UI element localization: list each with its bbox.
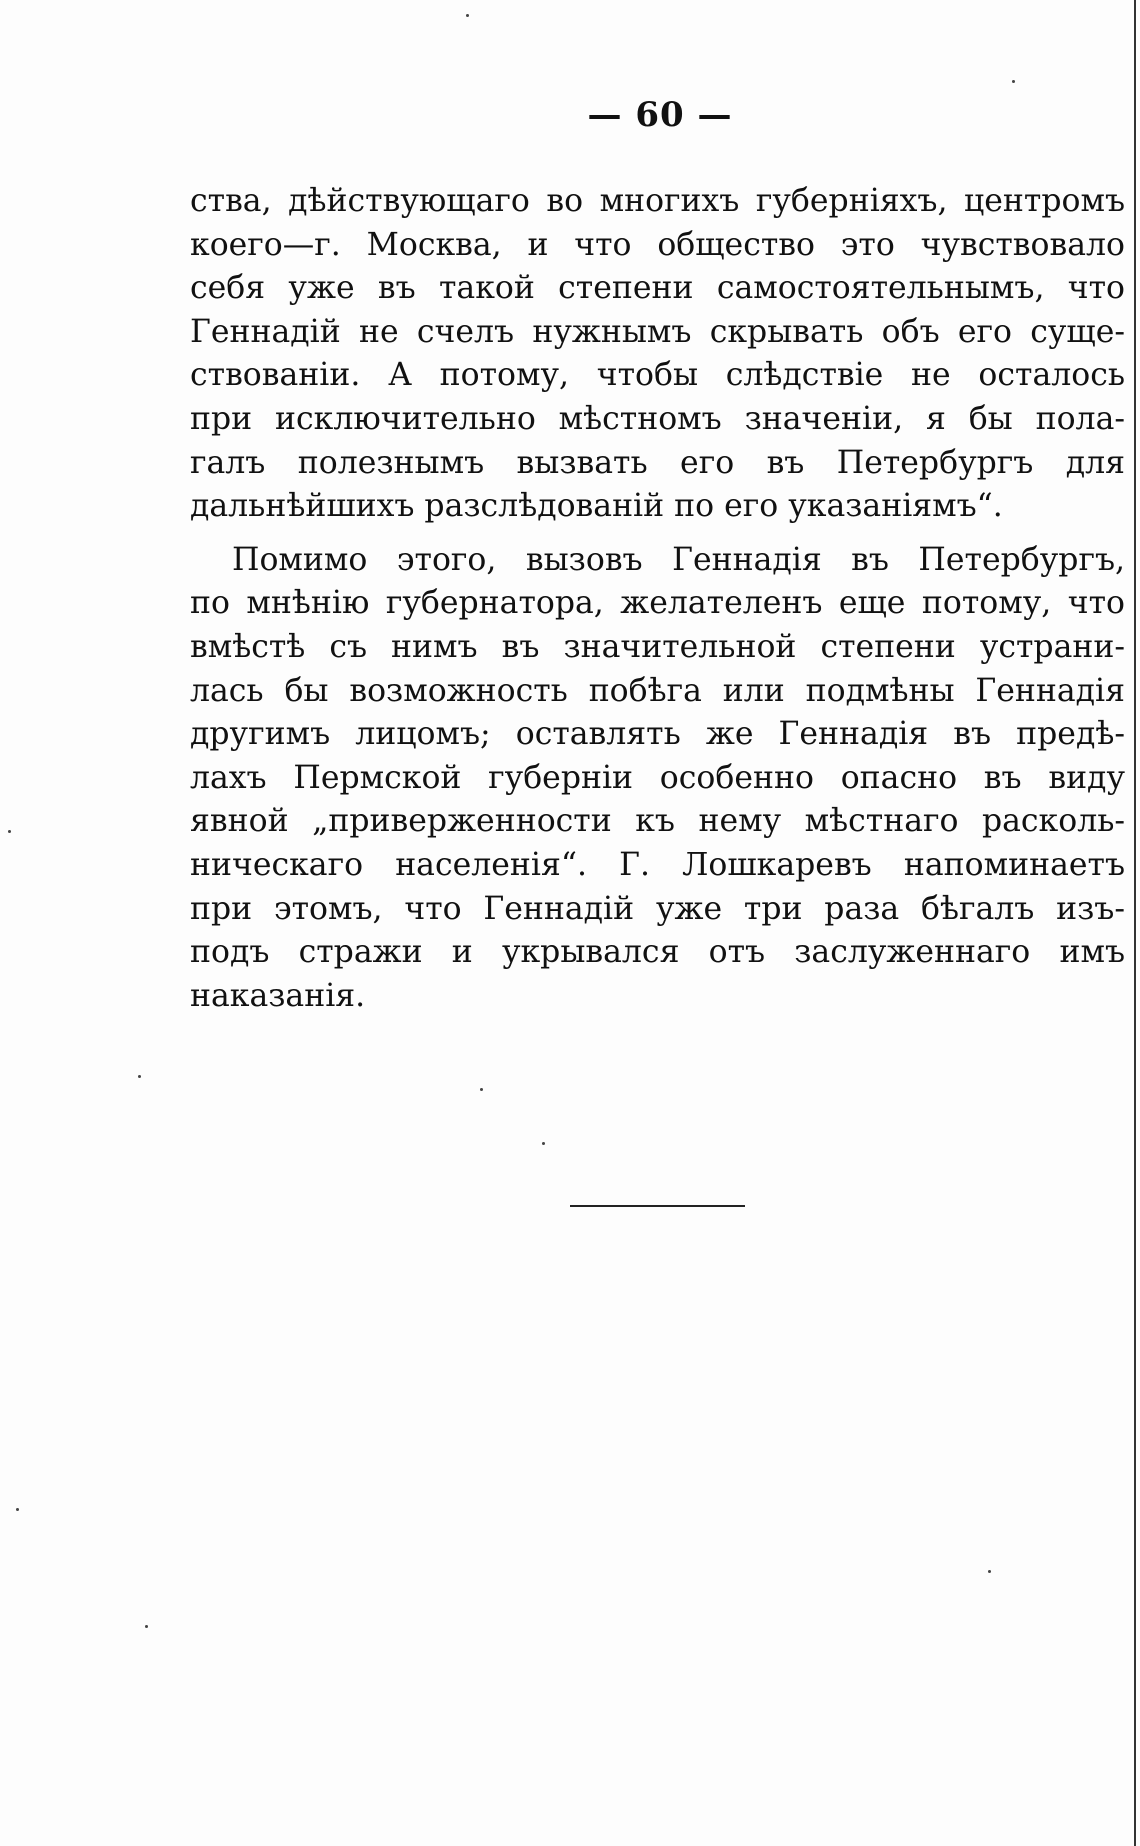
scan-speck xyxy=(138,1075,141,1078)
text-line: ства, дѣйствующаго во многихъ губерніяхъ, центромъ xyxy=(190,183,1125,219)
text-line: при этомъ, что Геннадій уже три раза бѣгалъ изъ- xyxy=(190,890,1125,927)
paragraph xyxy=(190,539,1125,1019)
scan-speck xyxy=(988,1570,991,1573)
scan-speck xyxy=(466,14,469,17)
text-line: лахъ Пермской губерніи особенно опасно въ виду xyxy=(190,759,1125,796)
text-line: подъ стражи и укрывался отъ заслуженнаго имъ xyxy=(190,934,1125,971)
text-line: вмѣстѣ съ нимъ въ значительной степени устрани- xyxy=(190,628,1125,665)
scan-speck xyxy=(480,1088,483,1091)
page-edge-line xyxy=(1134,0,1136,1846)
text-line: при исключительно мѣстномъ значеніи, я бы пола- xyxy=(190,400,1125,437)
page-number: — 60 — xyxy=(587,95,733,135)
paragraph xyxy=(190,180,1125,529)
text-line: лась бы возможность побѣга или подмѣны Геннадія xyxy=(190,672,1125,709)
scan-speck xyxy=(8,830,11,833)
paragraph-gap xyxy=(190,529,1125,539)
text-line: дальнѣйшихъ разслѣдованій по его указаніямъ“. xyxy=(190,488,1003,525)
text-line: ническаго населенія“. Г. Лошкаревъ напоминаетъ xyxy=(190,846,1125,883)
scan-speck xyxy=(1012,80,1015,83)
text-line: коего—г. Москва, и что общество это чувствовало xyxy=(190,226,1125,263)
text-line: по мнѣнію губернатора, желателенъ еще потому, что xyxy=(190,585,1125,622)
text-line: галъ полезнымъ вызвать его въ Петербургъ для xyxy=(190,444,1125,481)
scan-speck xyxy=(542,1142,545,1145)
scan-speck xyxy=(145,1625,148,1628)
scan-speck xyxy=(16,1508,19,1511)
text-line: Геннадій не счелъ нужнымъ скрывать объ его суще- xyxy=(190,313,1125,350)
text-line: Помимо этого, вызовъ Геннадія въ Петербургъ, xyxy=(232,541,1125,578)
text-line: другимъ лицомъ; оставлять же Геннадія въ предѣ- xyxy=(190,716,1125,753)
text-line: наказанія. xyxy=(190,977,366,1014)
text-line: себя уже въ такой степени самостоятельнымъ, что xyxy=(190,270,1125,307)
end-rule xyxy=(570,1205,745,1207)
text-line: ствованіи. А потому, чтобы слѣдствіе не осталось xyxy=(190,357,1125,394)
text-line: явной „приверженности къ нему мѣстнаго расколь- xyxy=(190,803,1125,840)
body-text xyxy=(190,180,1125,1018)
